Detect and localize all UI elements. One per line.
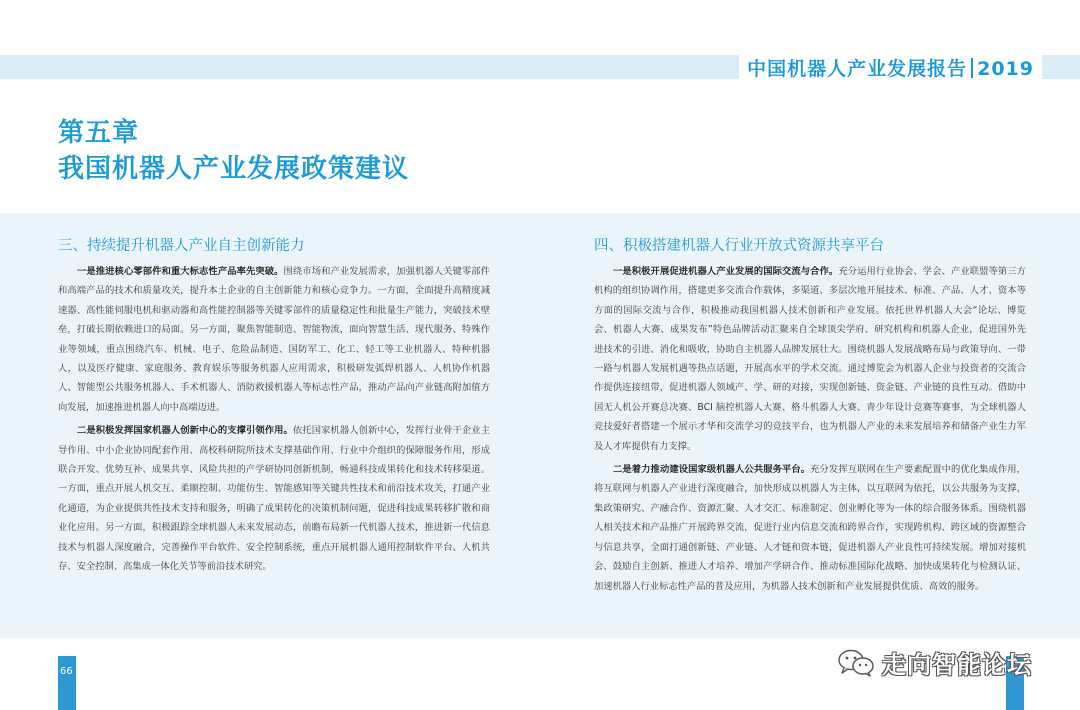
wechat-icon bbox=[836, 648, 876, 678]
page-number-tab bbox=[58, 656, 76, 710]
paragraph-body: 充分运用行业协会、学会、产业联盟等第三方机构的组织协调作用，搭建更多交流合作载体，多渠道、多层次地开展技术、标准、产品、人才、资本等方面的国际交流与合作，积极推动我国机器人技术创新和产业发展。依托世界机器人大会“论坛、博览会、机器人大赛、成果发布”特色品牌活动汇聚来自全球顶尖学府、研究机构和机器人企业，促进国外先进技术的引进、消化和吸收，协助自主机器人品牌发展壮大。围绕机器人发展战略布局与政策导向、一带一路与机器人发展机遇等热点话题，开展高水平的学术交流。通过博览会为机器人企业与投资者的交流合作提供连接纽带，促进机器人领域产、学、研的对接，实现创新链、资金链、产业链的良性互动。借助中国无人机公开赛总决赛、BCI 脑控机器人大赛、格斗机器人大赛、青少年设计竞赛等赛事，为全球机器人竞技爱好者搭建一个展示才华和交流学习的竞技平台，也为机器人产业的未来发展培养和储备产业生力军及人才库提供有力支撑。 bbox=[594, 266, 1026, 452]
header bbox=[739, 55, 1042, 79]
paragraph bbox=[58, 421, 490, 576]
watermark bbox=[836, 645, 1032, 680]
left-column bbox=[58, 236, 490, 581]
paragraph bbox=[594, 262, 1026, 456]
watermark-text: 走向智能论坛 bbox=[882, 651, 1032, 679]
chapter-number: 第五章 bbox=[58, 118, 140, 148]
header-band-tail bbox=[1042, 55, 1080, 79]
paragraph-lead: 一是推进核心零部件和重大标志性产品率先突破。 bbox=[77, 266, 284, 277]
report-title-text: 中国机器人产业发展报告 bbox=[747, 57, 968, 80]
paragraph bbox=[594, 460, 1026, 596]
title-separator bbox=[971, 58, 973, 78]
chapter-title: 我国机器人产业发展政策建议 bbox=[58, 154, 410, 184]
paragraph-lead: 一是积极开展促进机器人产业发展的国际交流与合作。 bbox=[613, 266, 839, 277]
section-heading-4: 四、积极搭建机器人行业开放式资源共享平台 bbox=[594, 238, 884, 254]
report-year: 2019 bbox=[977, 57, 1034, 80]
paragraph-body: 围绕市场和产业发展需求，加强机器人关键零部件和高端产品的技术和质量攻关，提升本土企业的自主创新能力和核心竞争力。一方面，全面提升高精度减速器、高性能伺服电机和驱动器和高性能控制器等关键零部件的质量稳定性和批量生产能力，突破技术壁垒，打破长期依赖进口的局面。另一方面，聚焦智能制造、智能物流，面向智慧生活、现代服务、特殊作业等领域，重点围绕汽车、机械、电子、危险品制造、国防军工、化工、轻工等工业机器人、特种机器人，以及医疗健康、家庭服务、教育娱乐等服务机器人应用需求，积极研发弧焊机器人、人机协作机器人、智能型公共服务机器人、手术机器人、消防救援机器人等标志性产品，推动产品向产业链高附加值方向发展，加速推进机器人向中高端迈进。 bbox=[58, 266, 490, 413]
paragraph-body: 充分发挥互联网在生产要素配置中的优化集成作用，将互联网与机器人产业进行深度融合，加快形成以机器人为主体，以互联网为依托，以公共服务为支撑，集政策研究、产融合作、资源汇聚、人才交汇、标准制定、创业孵化等为一体的综合服务体系。围绕机器人相关技术和产品推广开展跨界交流，促进行业内信息交流和跨界合作，实现跨机构、跨区域的资源整合与信息共享，全面打通创新链、产业链、人才链和资本链，促进机器人产业良性可持续发展。增加对接机会、鼓励自主创新、推进人才培养、增加产学研合作、推动标准国际化战略、加快成果转化与检测认证、加速机器人行业标志性产品的普及应用，为机器人技术创新和产业发展提供优质、高效的服务。 bbox=[594, 464, 1026, 592]
section-heading-3: 三、持续提升机器人产业自主创新能力 bbox=[58, 238, 305, 254]
paragraph-body: 依托国家机器人创新中心，发挥行业骨干企业主导作用、中小企业协同配套作用、高校科研院所技术支撑基础作用、行业中介组织的保障服务作用，形成联合开发、优势互补、成果共享、风险共担的产学研协同创新机制，畅通科技成果转化和技术转移渠道。一方面，重点开展人机交互、柔顺控制、功能仿生、智能感知等关键共性技术和前沿技术攻关，打通产业化通道，为企业提供共性技术支持和服务，明确了成果转化的决策机制问题，促进科技成果转移扩散和商业化应用。另一方面，积极跟踪全球机器人未来发展动态，前瞻布局新一代机器人技术，推进新一代信息技术与机器人深度融合，完善操作平台软件、安全控制系统，重点开展机器人通用控制软件平台、人机共存、安全控制、高集成一体化关节等前沿技术研究。 bbox=[58, 425, 490, 573]
paragraph-lead: 二是积极发挥国家机器人创新中心的支撑引领作用。 bbox=[77, 425, 293, 437]
paragraph bbox=[58, 262, 490, 417]
paragraph-lead: 二是着力推动建设国家级机器人公共服务平台。 bbox=[613, 464, 811, 476]
report-title bbox=[747, 54, 1034, 81]
right-column bbox=[594, 236, 1026, 600]
page-number: 66 bbox=[60, 666, 73, 677]
